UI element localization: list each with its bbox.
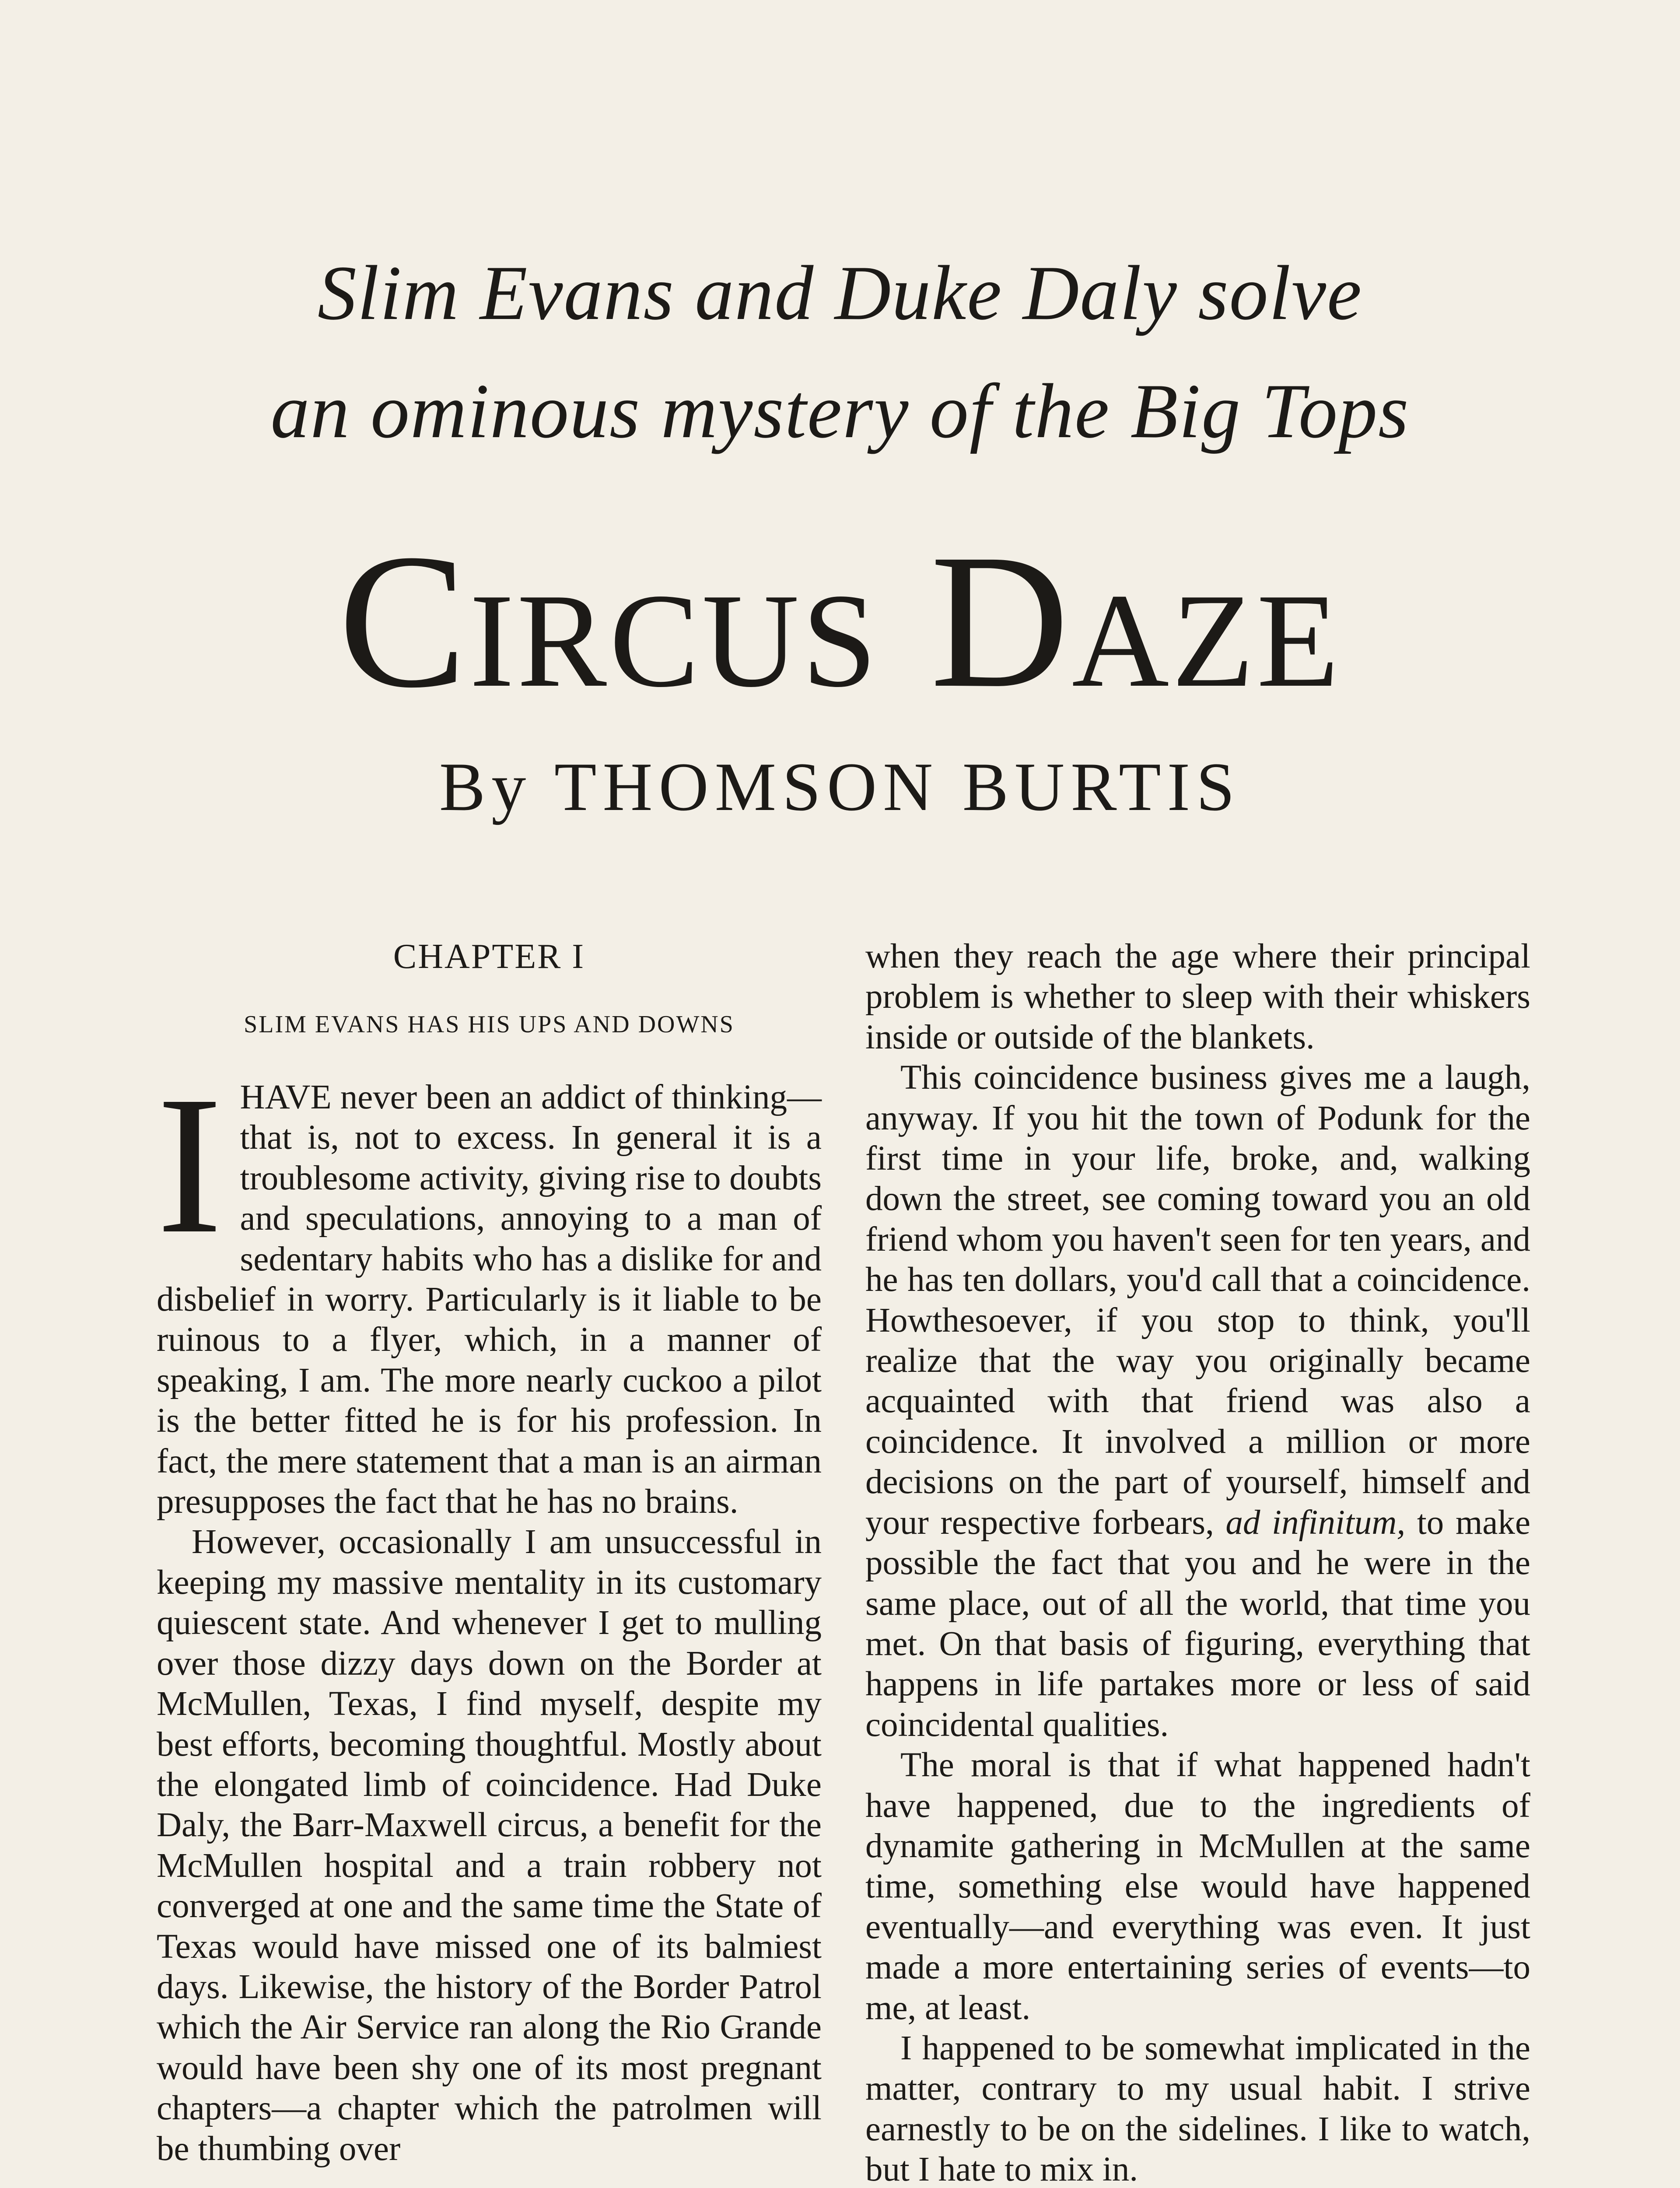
italic-phrase: ad infinitum, [1225,1503,1406,1542]
byline: By THOMSON BURTIS [439,749,1241,825]
drop-cap: I [157,1055,223,1274]
story-title: Circus Daze [338,515,1342,728]
subtitle-line-2: an ominous mystery of the Big Tops [270,368,1410,454]
paragraph-text: This coincidence business gives me a laugh, anyway. If you hit the town of Podunk for the first time in your life, broke, and, walking down the street, see coming toward you an old friend whom you haven't seen for ten years, and he has ten dollars, you'd call that a coincidence. Howthesoever, if you stop to think, you'll realize that the way you originally became acquainted with that friend was also a coincidence. It involved a million or more decisions on the part of yourself, himself and your respective forbears, [865,1059,1530,1542]
paragraph-text: HAVE never been an addict of thinking—that is, not to excess. In general it is a troublesome activity, giving rise to doubts and speculations, annoying to a man of sedentary habits who has a dislike for and disbelief in worry. Particularly is it liable to be ruinous to a flyer, which, in a manner of speaking, I am. The more nearly cuckoo a pilot is the better fitted he is for his profession. In fact, the mere statement that a man is an airman presupposes the fact that he has no brains. [157,1078,822,1521]
paragraph-text: to make possible the fact that you and he were in the same place, out of all the world, that time you met. On that basis of figuring, everything that happens in life partakes more or less of said coincidental qualities. [865,1503,1531,1744]
paragraph [157,1055,822,1522]
chapter-subheading: SLIM EVANS HAS HIS UPS AND DOWNS [244,1011,735,1038]
paragraph [865,1058,1530,1745]
paragraph: when they reach the age where their principal problem is whether to sleep with their whiskers inside or outside of the blankets. [865,937,1530,1056]
paragraph: I happened to be somewhat implicated in the matter, contrary to my usual habit. I strive earnestly to be on the sidelines. I like to watch, but I hate to mix in. [865,2029,1530,2188]
paragraph: The moral is that if what happened hadn't have happened, due to the ingredients of dynamite gathering in McMullen at the same time, something else would have happened eventually—and everything was even. It just made a more entertaining series of events—to me, at least. [865,1746,1530,2027]
right-column [865,936,1530,2188]
chapter-heading: CHAPTER I [393,937,585,976]
left-column [157,936,822,2169]
subtitle-line-1: Slim Evans and Duke Daly solve [317,249,1363,336]
paragraph: However, occasionally I am unsuccessful in keeping my massive mentality in its customary quiescent state. And whenever I get to mulling over those dizzy days down on the Border at McMullen, Texas, I find myself, despite my best efforts, becoming thoughtful. Mostly about the elongated limb of coincidence. Had Duke Daly, the Barr-Maxwell circus, a benefit for the McMullen hospital and a train robbery not converged at one and the same time the State of Texas would have missed one of its balmiest days. Likewise, the history of the Border Patrol which the Air Service ran along the Rio Grande would have been shy one of its most pregnant chapters—a chapter which the patrolmen will be thumbing over [157,1523,822,2168]
